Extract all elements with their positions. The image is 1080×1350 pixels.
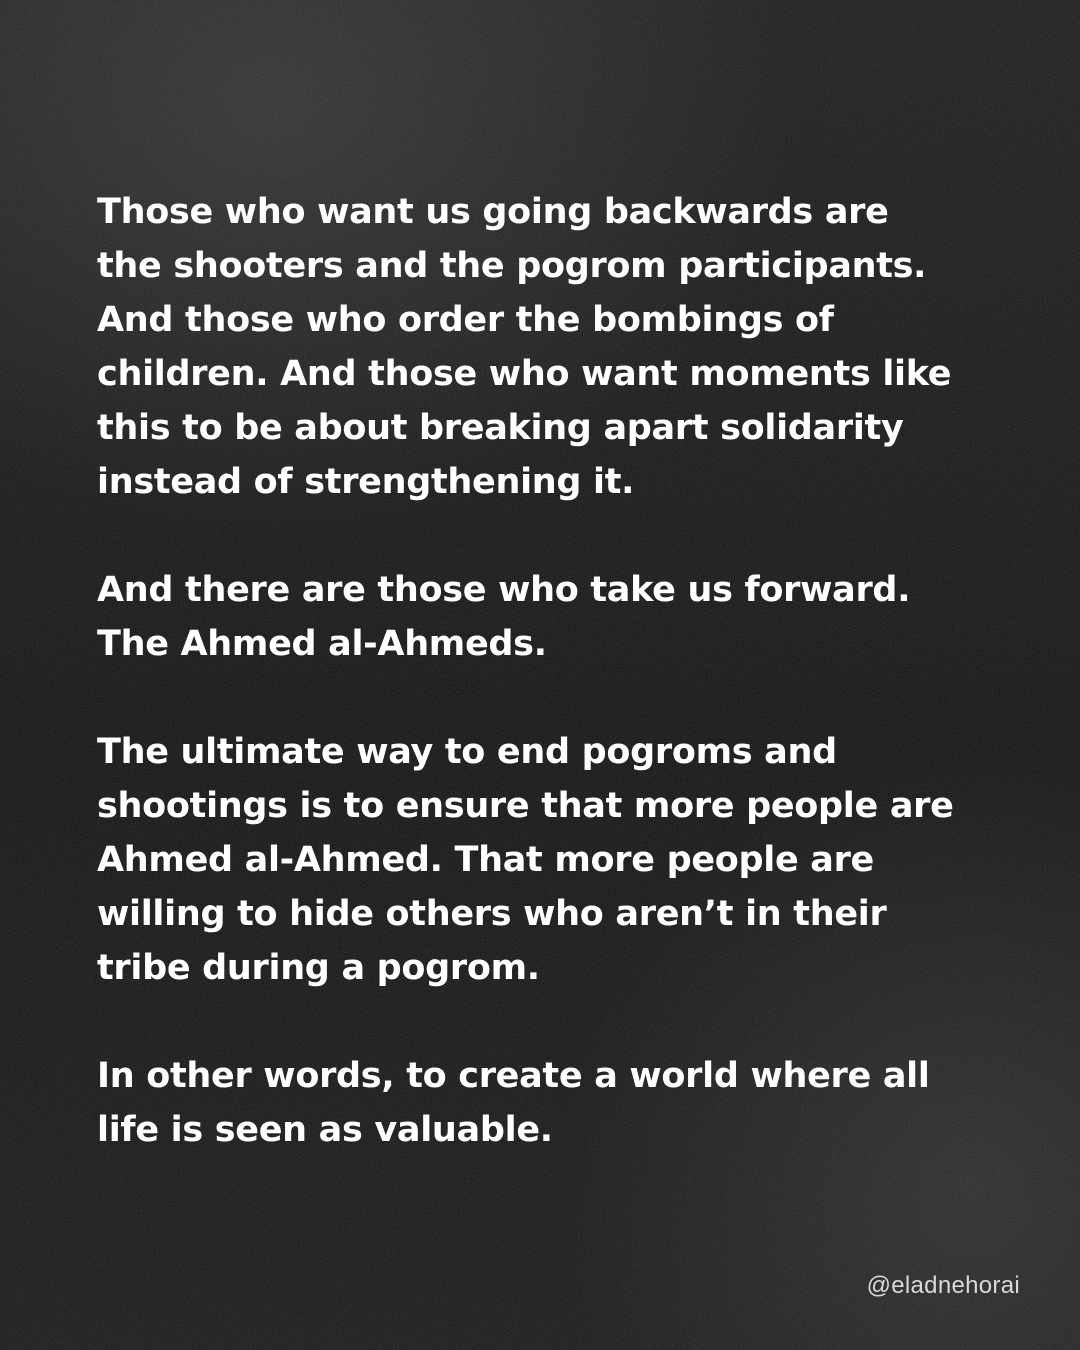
text-line: children. And those who want moments like [97,354,952,394]
paragraph-backwards [97,185,997,509]
paragraph-conclusion [97,1049,997,1157]
text-line: willing to hide others who aren’t in their [97,894,887,934]
text-line: tribe during a pogrom. [97,948,540,988]
text-line: life is seen as valuable. [97,1110,553,1150]
text-line: Ahmed al-Ahmed. That more people are [97,840,874,880]
paragraph-forward [97,563,997,671]
text-line: instead of strengthening it. [97,462,635,502]
text-line: The Ahmed al-Ahmeds. [97,624,547,664]
text-line: the shooters and the pogrom participants. [97,246,927,286]
text-line: And there are those who take us forward. [97,570,911,610]
text-line: And those who order the bombings of [97,300,834,340]
text-line: this to be about breaking apart solidarity [97,408,904,448]
post-text [97,185,997,1157]
text-line: shootings is to ensure that more people are [97,786,954,826]
text-line: In other words, to create a world where all [97,1056,930,1096]
text-line: The ultimate way to end pogroms and [97,732,837,772]
text-line: Those who want us going backwards are [97,192,889,232]
paragraph-ultimate-way [97,725,997,995]
author-handle: @eladnehorai [866,1272,1020,1299]
